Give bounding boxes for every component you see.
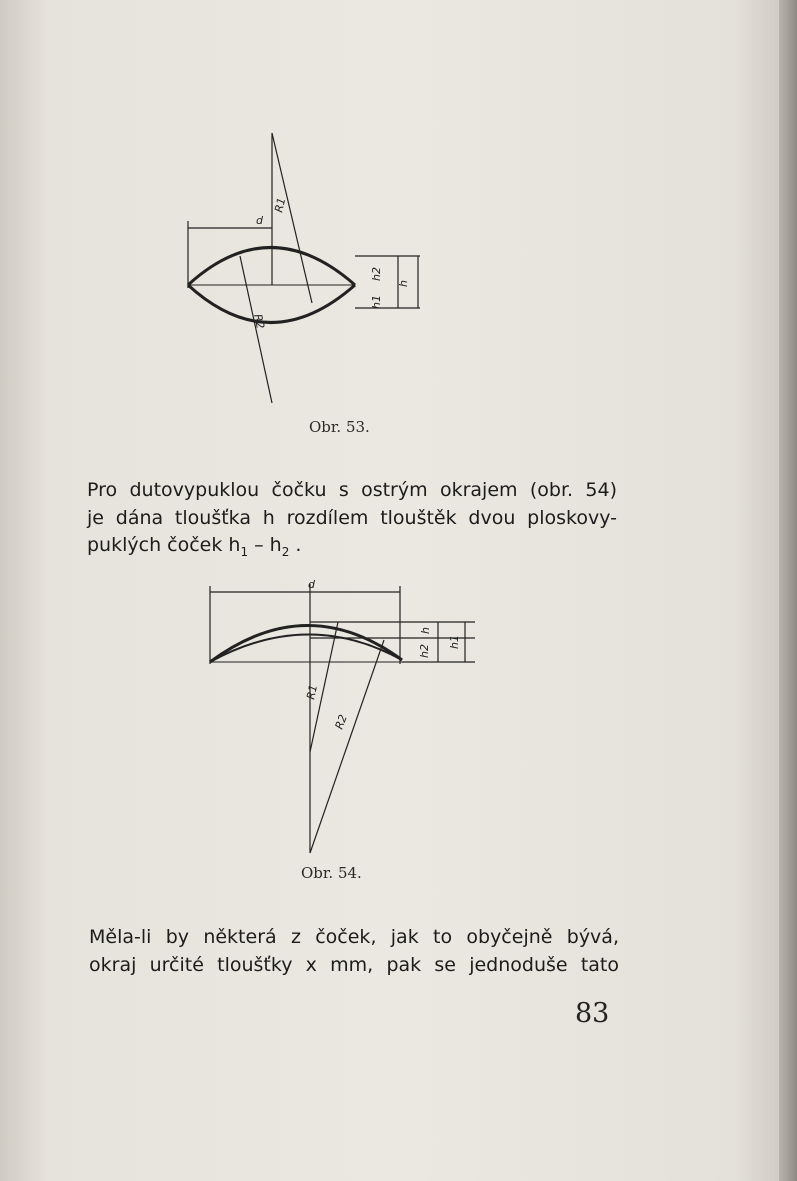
fig53-label-h1: h1 [370, 295, 383, 309]
paragraph-1-line-1: Pro dutovypuklou čočku s ostrým okrajem (obr. 54) [87, 479, 617, 501]
paragraph-2-line-1: Měla-li by některá z čoček, jak to obyčejně bývá, [89, 926, 619, 948]
page-number: 83 [575, 998, 610, 1029]
figure-53-caption: Obr. 53. [309, 418, 370, 436]
fig54-label-r2: R2 [332, 712, 350, 732]
formula-mid: – h [248, 534, 282, 556]
paragraph-2 [89, 924, 619, 979]
fig53-label-h: h [397, 280, 410, 287]
subscript-1: 1 [240, 544, 249, 559]
fig54-label-h2: h2 [418, 644, 431, 658]
figure-53-diagram [150, 125, 450, 425]
paragraph-2-line-2: okraj určité tloušťky x mm, pak se jednoduše tato [89, 953, 619, 976]
figure-54-caption: Obr. 54. [301, 864, 362, 882]
fig53-label-r1: R1 [272, 196, 289, 214]
paragraph-1 [87, 477, 617, 566]
formula-prefix: puklých čoček h [87, 534, 241, 556]
paragraph-1-line-3 [87, 532, 617, 566]
fig54-label-d: d [308, 578, 315, 591]
fig53-label-r2: R2 [251, 312, 267, 330]
fig53-label-h2: h2 [370, 267, 383, 281]
figure-54-diagram [190, 570, 490, 870]
formula-suffix: . [289, 534, 302, 556]
paragraph-1-line-2: je dána tloušťka h rozdílem tlouštěk dvou ploskovy- [87, 506, 617, 529]
fig54-label-r1: R1 [304, 683, 320, 701]
book-spine-shadow [779, 0, 797, 1181]
fig54-label-h1: h1 [448, 635, 461, 649]
fig53-label-d: d [256, 214, 263, 227]
fig54-label-h: h [419, 627, 432, 634]
subscript-2: 2 [281, 544, 290, 559]
